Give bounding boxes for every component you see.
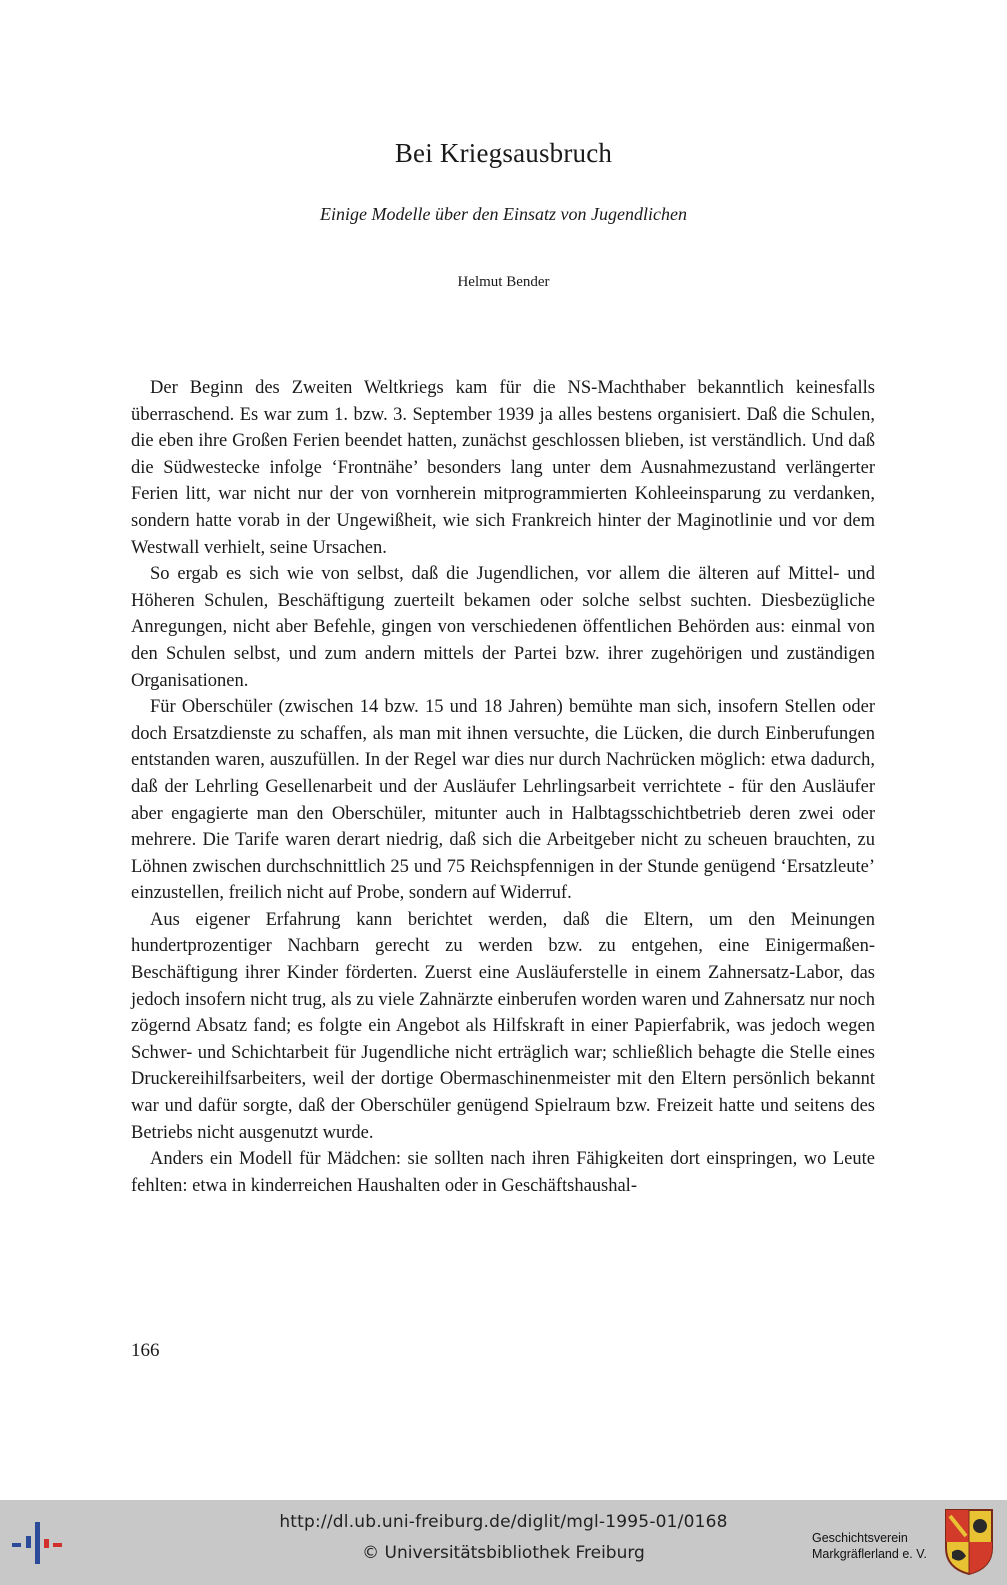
source-url-link[interactable]: http://dl.ub.uni-freiburg.de/diglit/mgl-1995-01/0168 bbox=[279, 1512, 728, 1532]
paragraph: Für Oberschüler (zwischen 14 bzw. 15 und 18 Jahren) bemühte man sich, insofern Stellen oder doch Ersatzdienste zu schaffen, als man mit ihnen versuchte, die Lücken, die durch Einberufungen entstanden waren, auszufüllen. In der Regel war dies nur durch Nachrücken möglich: etwa dadurch, daß der Lehrling Gesellenarbeit und der Ausläufer Lehrlingsarbeit verrichtete - für den Ausläufer aber engagierte man den Oberschüler, mitunter auch in Halbtagsschichtbetrieb deren zwei oder mehrere. Die Tarife waren derart niedrig, daß sich die Arbeitgeber nicht zu scheuen brauchten, zu Löhnen zwischen durchschnittlich 25 und 75 Reichspfennigen in der Stunde genügend ‘Ersatzleute’ einzustellen, freilich nicht auf Probe, sondern auf Widerruf. bbox=[131, 697, 875, 904]
page-number: 166 bbox=[131, 1340, 160, 1361]
article-subtitle: Einige Modelle über den Einsatz von Jugendlichen bbox=[320, 204, 687, 224]
article-body bbox=[131, 375, 875, 1199]
article-author: Helmut Bender bbox=[457, 274, 550, 290]
paragraph: Der Beginn des Zweiten Weltkriegs kam für die NS-Machthaber bekanntlich keinesfalls überraschend. Es war zum 1. bzw. 3. September 1939 ja alles bestens organisiert. Daß die Schulen, die eben ihre Großen Ferien beendet hatten, zunächst geschlossen blieben, ist verständlich. Und daß die Südwestecke infolge ‘Frontnähe’ besonders lang unter dem Ausnahmezustand verlängerter Ferien litt, war nicht nur der von vornherein mitprogrammierten Kohleeinsparung zu verdanken, sondern hatte vorab in der Ungewißheit, wie sich Frankreich hinter der Maginotlinie und vor dem Westwall verhielt, seine Ursachen. bbox=[131, 378, 875, 558]
article-title: Bei Kriegsausbruch bbox=[394, 138, 613, 168]
copyright-text: © Universitätsbibliothek Freiburg bbox=[362, 1543, 645, 1563]
paragraph: Anders ein Modell für Mädchen: sie sollten nach ihren Fähigkeiten dort einspringen, wo Leute fehlten: etwa in kinderreichen Haushalten oder in Geschäftshaushal- bbox=[131, 1149, 875, 1196]
footer-bar bbox=[0, 1500, 1007, 1585]
coat-of-arms-icon bbox=[944, 1508, 994, 1576]
society-name bbox=[812, 1530, 942, 1562]
paragraph: Aus eigener Erfahrung kann berichtet werden, daß die Eltern, um den Meinungen hundertprozentiger Nachbarn gerecht zu werden bzw. zu entgehen, eine Einigermaßen-Beschäftigung ihrer Kinder förderten. Zuerst eine Ausläuferstelle in einem Zahnersatz-Labor, das jedoch insofern nicht trug, als zu viele Zahnärzte einberufen worden waren und Zahnersatz nur noch zögernd Absatz fand; es folgte ein Angebot als Hilfskraft in einer Papierfabrik, was jedoch wegen Schwer- und Schichtarbeit für Jugendliche nicht erträglich war; schließlich behagte die Stelle eines Druckereihilfsarbeiters, weil der dortige Obermaschinenmeister mit den Eltern persönlich bekannt war und dafür sorgte, daß der Oberschüler genügend Spielraum bzw. Freizeit hatte und seitens des Betriebs nicht ausgenutzt wurde. bbox=[131, 909, 875, 1143]
paragraph: So ergab es sich wie von selbst, daß die Jugendlichen, vor allem die älteren auf Mittel- und Höheren Schulen, Beschäftigung zuerteilt bekamen oder solche selbst suchten. Diesbezügliche Anregungen, nicht aber Befehle, gingen von verschiedenen öffentlichen Behörden aus: einmal von den Schulen selbst, und zum andern mittels der Partei bzw. ihrer zugehörigen und zuständigen Organisationen. bbox=[131, 564, 875, 691]
society-name-line2: Markgräflerland e. V. bbox=[812, 1547, 927, 1561]
society-name-line1: Geschichtsverein bbox=[812, 1531, 908, 1545]
